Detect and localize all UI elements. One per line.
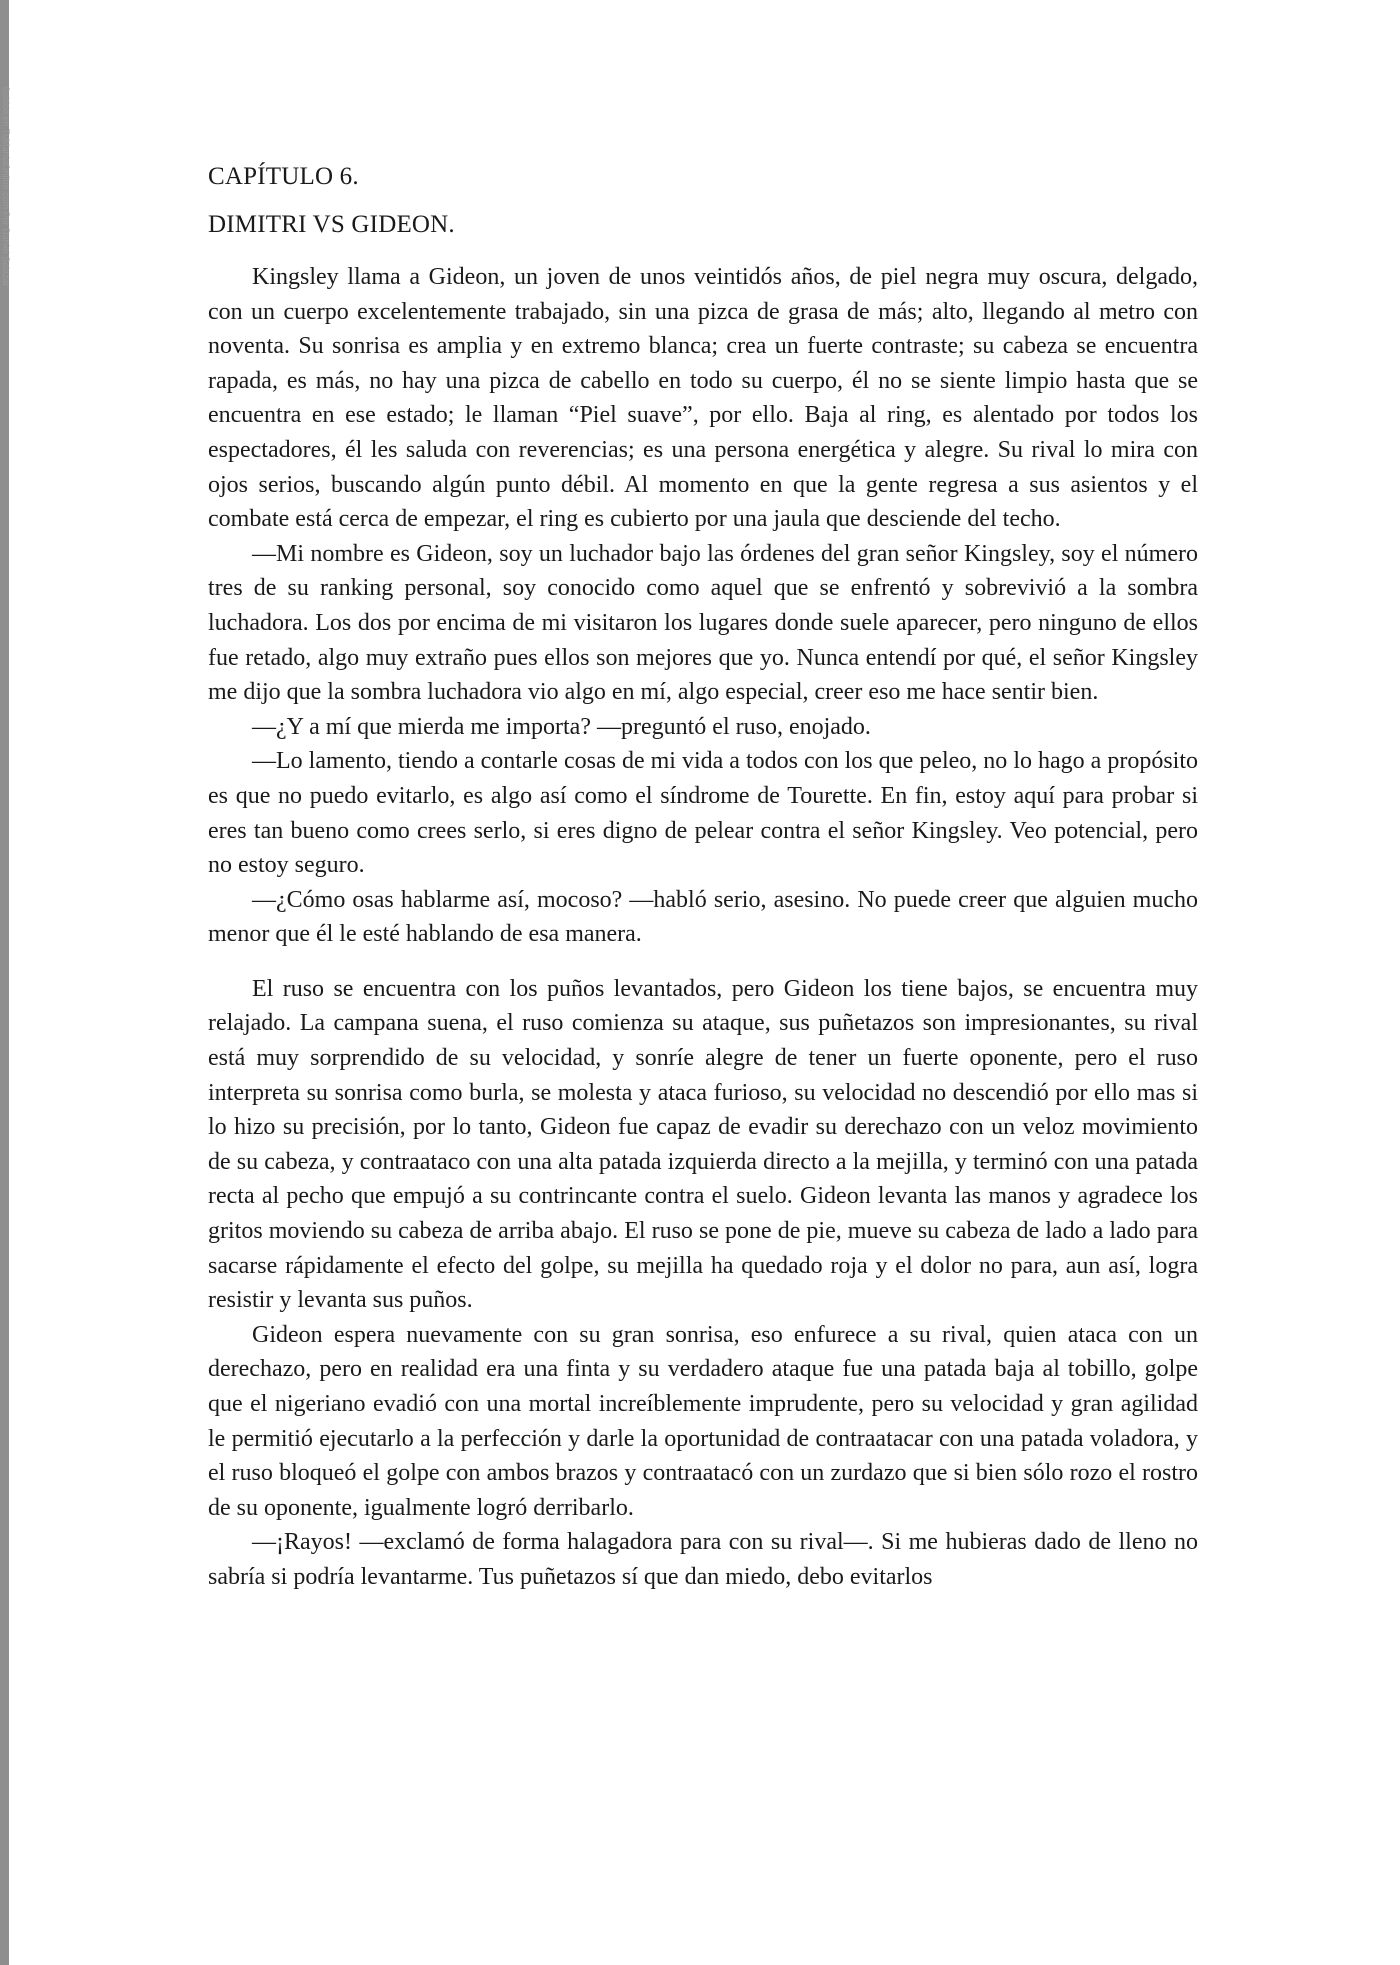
paragraph: —¿Y a mí que mierda me importa? —preguntó el ruso, enojado. — [252, 713, 871, 740]
chapter-heading: CAPÍTULO 6. — [208, 163, 359, 190]
left-edge-bar — [0, 0, 9, 1965]
paragraph: Kingsley llama a Gideon, un joven de unos veintidós años, de piel negra muy oscura, delgado, con un cuerpo excelentemente trabajado, sin una pizca de grasa de más; alto, llegando al metro con noventa. Su sonrisa es amplia y en extremo blanca; crea un fuerte contraste; su cabeza se encuentra rapada, es más, no hay una pizca de cabello en todo su cuerpo, él no se siente limpio hasta que se encuentra en ese estado; le llaman “Piel suave”, por ello. Baja al ring, es alentado por todos los espectadores, él les saluda con reverencias; es una persona energética y alegre. Su rival lo mira con ojos serios, buscando algún punto débil. Al momento en que la gente regresa a sus asientos y el combate está cerca de empezar, el ring es cubierto por una jaula que desciende del techo. — [208, 264, 1198, 533]
paragraph: Gideon espera nuevamente con su gran sonrisa, eso enfurece a su rival, quien ataca con un derechazo, pero en realidad era una finta y su verdadero ataque fue una patada baja al tobillo, golpe que el nigeriano evadió con una mortal increíblemente imprudente, pero su velocidad y gran agilidad le permitió ejecutarlo a la perfección y darle la oportunidad de contraatacar con una patada voladora, y el ruso bloqueó el golpe con ambos brazos y contraatacó con un zurdazo que si bien sólo rozo el rostro de su oponente, igualmente logró derribarlo. — [208, 1321, 1198, 1521]
document-page — [208, 160, 1198, 1595]
paragraph: —Mi nombre es Gideon, soy un luchador bajo las órdenes del gran señor Kingsley, soy el número tres de su ranking personal, soy conocido como aquel que se enfrentó y sobrevivió a la sombra luchadora. Los dos por encima de mi visitaron los lugares donde suele aparecer, pero ninguno de ellos fue retado, algo muy extraño pues ellos son mejores que yo. Nunca entendí por qué, el señor Kingsley me dijo que la sombra luchadora vio algo en mí, algo especial, creer eso me hace sentir bien. — [208, 540, 1198, 706]
paragraph: —Lo lamento, tiendo a contarle cosas de mi vida a todos con los que peleo, no lo hago a propósito es que no puedo evitarlo, es algo así como el síndrome de Tourette. En fin, estoy aquí para probar si eres tan bueno como crees serlo, si eres digno de pelear contra el señor Kingsley. Veo potencial, pero no estoy seguro. — [208, 748, 1198, 879]
text-section-1 — [208, 260, 1198, 952]
text-section-2 — [208, 972, 1198, 1595]
upload-watermark: Subido en TuManiaOnline.com Por Daniel Salazar — [1, 86, 11, 287]
paragraph: —¡Rayos! —exclamó de forma halagadora para con su rival—. Si me hubieras dado de lleno no sabría si podría levantarme. Tus puñetazos sí que dan miedo, debo evitarlos — [208, 1529, 1198, 1590]
paragraph: El ruso se encuentra con los puños levantados, pero Gideon los tiene bajos, se encuentra muy relajado. La campana suena, el ruso comienza su ataque, sus puñetazos son impresionantes, su rival está muy sorprendido de su velocidad, y sonríe alegre de tener un fuerte oponente, pero el ruso interpreta su sonrisa como burla, se molesta y ataca furioso, su velocidad no descendió por ello mas si lo hizo su precisión, por lo tanto, Gideon fue capaz de evadir su derechazo con un veloz movimiento de su cabeza, y contraataco con una alta patada izquierda directo a la mejilla, y terminó con una patada recta al pecho que empujó a su contrincante contra el suelo. Gideon levanta las manos y agradece los gritos moviendo su cabeza de arriba abajo. El ruso se pone de pie, mueve su cabeza de lado a lado para sacarse rápidamente el efecto del golpe, su mejilla ha quedado roja y el dolor no para, aun así, logra resistir y levanta sus puños. — [208, 975, 1198, 1314]
section-spacer — [208, 952, 1198, 972]
paragraph: —¿Cómo osas hablarme así, mocoso? —habló serio, asesino. No puede creer que alguien mucho menor que él le esté hablando de esa manera. — [208, 886, 1198, 948]
chapter-title: DIMITRI VS GIDEON. — [208, 211, 455, 238]
